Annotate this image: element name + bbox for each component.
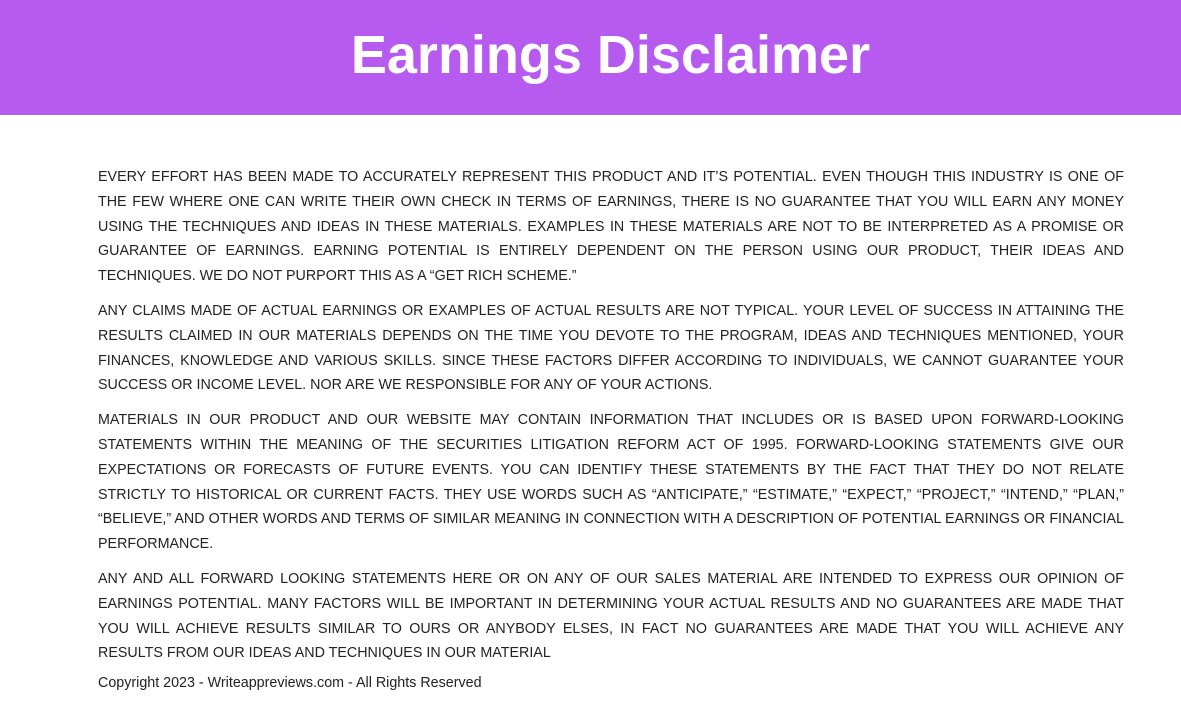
disclaimer-paragraph: EVERY EFFORT HAS BEEN MADE TO ACCURATELY REPRESENT THIS PRODUCT AND IT’S POTENTIAL. EVEN THOUGH THIS INDUSTRY IS ONE OF THE FEW WHERE ONE CAN WRITE THEIR OWN CHECK IN TERMS OF EARNINGS, THERE IS NO GUARANTEE THAT YOU WILL EARN ANY MONEY USING THE TECHNIQUES AND IDEAS IN THESE MATERIALS. EXAMPLES IN THESE MATERIALS ARE NOT TO BE INTERPRETED AS A PROMISE OR GUARANTEE OF EARNINGS. EARNING POTENTIAL IS ENTIRELY DEPENDENT ON THE PERSON USING OUR PRODUCT, THEIR IDEAS AND TECHNIQUES. WE DO NOT PURPORT THIS AS A “GET RICH SCHEME.” [98, 169, 1124, 285]
disclaimer-paragraph: MATERIALS IN OUR PRODUCT AND OUR WEBSITE MAY CONTAIN INFORMATION THAT INCLUDES OR IS BASED UPON FORWARD-LOOKING STATEMENTS WITHIN THE MEANING OF THE SECURITIES LITIGATION REFORM ACT OF 1995. FORWARD-LOOKING STATEMENTS GIVE OUR EXPECTATIONS OR FORECASTS OF FUTURE EVENTS. YOU CAN IDENTIFY THESE STATEMENTS BY THE FACT THAT THEY DO NOT RELATE STRICTLY TO HISTORICAL OR CURRENT FACTS. THEY USE WORDS SUCH AS “ANTICIPATE,” “ESTIMATE,” “EXPECT,” “PROJECT,” “INTEND,” “PLAN,” “BELIEVE,” AND OTHER WORDS AND TERMS OF SIMILAR MEANING IN CONNECTION WITH A DESCRIPTION OF POTENTIAL EARNINGS OR FINANCIAL PERFORMANCE. [98, 412, 1124, 553]
page-header [0, 0, 1181, 115]
copyright-footer: Copyright 2023 - Writeappreviews.com - All Rights Reserved [98, 675, 482, 691]
disclaimer-paragraph: ANY AND ALL FORWARD LOOKING STATEMENTS HERE OR ON ANY OF OUR SALES MATERIAL ARE INTENDED TO EXPRESS OUR OPINION OF EARNINGS POTENTIAL. MANY FACTORS WILL BE IMPORTANT IN DETERMINING YOUR ACTUAL RESULTS AND NO GUARANTEES ARE MADE THAT YOU WILL ACHIEVE RESULTS SIMILAR TO OURS OR ANYBODY ELSES, IN FACT NO GUARANTEES ARE MADE THAT YOU WILL ACHIEVE ANY RESULTS FROM OUR IDEAS AND TECHNIQUES IN OUR MATERIAL [98, 570, 1124, 662]
disclaimer-content [98, 165, 1124, 676]
disclaimer-paragraph: ANY CLAIMS MADE OF ACTUAL EARNINGS OR EXAMPLES OF ACTUAL RESULTS ARE NOT TYPICAL. YOUR LEVEL OF SUCCESS IN ATTAINING THE RESULTS CLAIMED IN OUR MATERIALS DEPENDS ON THE TIME YOU DEVOTE TO THE PROGRAM, IDEAS AND TECHNIQUES MENTIONED, YOUR FINANCES, KNOWLEDGE AND VARIOUS SKILLS. SINCE THESE FACTORS DIFFER ACCORDING TO INDIVIDUALS, WE CANNOT GUARANTEE YOUR SUCCESS OR INCOME LEVEL. NOR ARE WE RESPONSIBLE FOR ANY OF YOUR ACTIONS. [98, 302, 1124, 394]
page-title: Earnings Disclaimer [350, 25, 871, 85]
